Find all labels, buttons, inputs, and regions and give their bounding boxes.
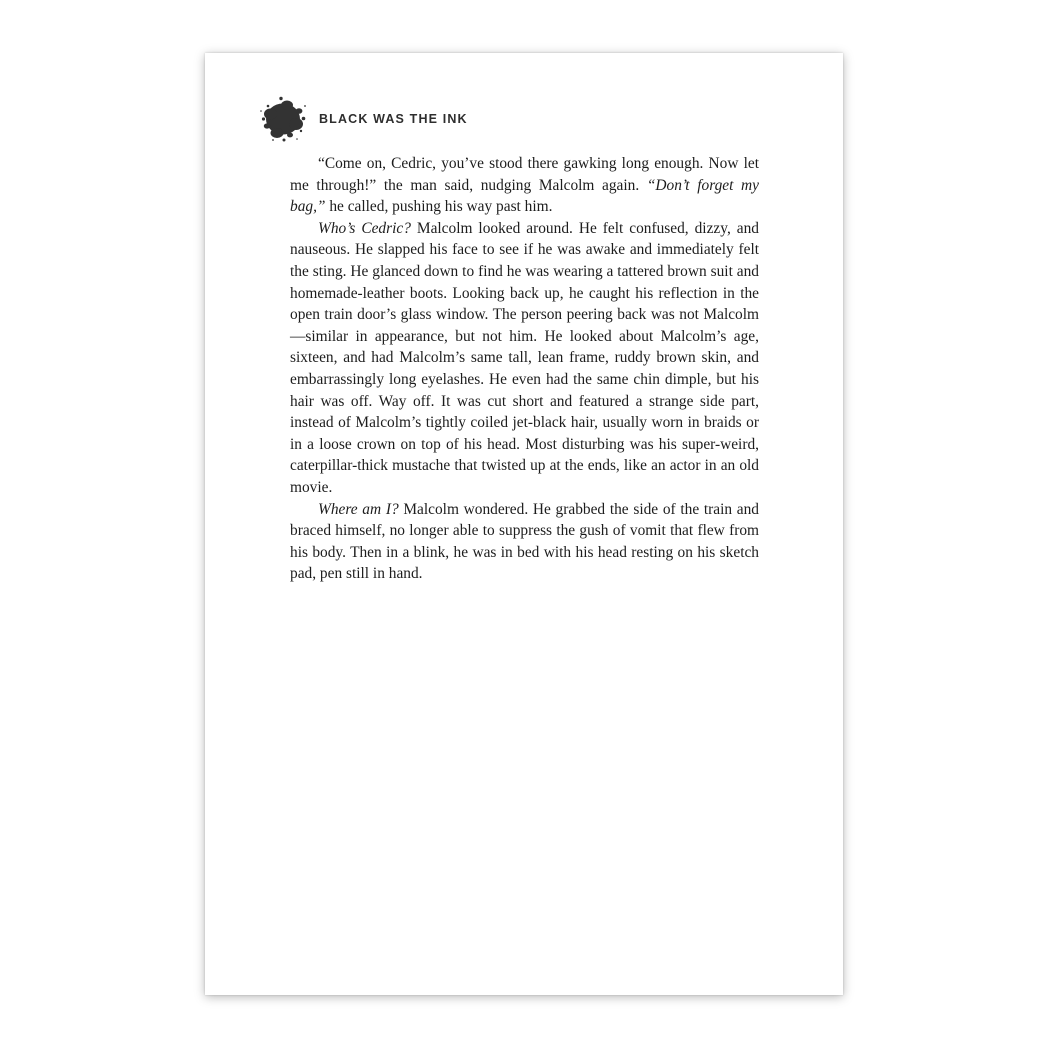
paragraph-3 [290, 499, 759, 585]
body-text-run: Malcolm looked around. He felt confused, dizzy, and nauseous. He slapped his face to see if he was awake and immediately felt the sting. He glanced down to find he was wearing a tattered brown suit and homemade-leather boots. Looking back up, he caught his reflection in the open train door’s glass window. The person peering back was not Malcolm—similar in appearance, but not him. He looked about Malcolm’s age, sixteen, and had Malcolm’s same tall, lean frame, ruddy brown skin, and embarrassingly long eyelashes. He even had the same chin dimple, but his hair was off. Way off. It was cut short and featured a strange side part, instead of Malcolm’s tightly coiled jet-black hair, usually worn in braids or in a loose crown on top of his head. Most disturbing was his super-weird, caterpillar-thick mustache that twisted up at the ends, like an actor in an old movie. [290, 219, 759, 496]
body-text-run: Malcolm wondered. He grabbed the side of the train and braced himself, no longer able to suppress the gush of vomit that flew from his body. Then in a blink, he was in bed with his head resting on his sketch pad, pen still in hand. [290, 500, 760, 583]
paragraph-2 [290, 218, 759, 499]
body-text-run: “Come on, Cedric, you’ve stood there gawking long enough. Now let me through!” the man said, nudging Malcolm again. [290, 155, 759, 194]
ink-blot-icon [257, 93, 309, 145]
emphasis-text: Who’s Cedric? [318, 219, 411, 237]
page-content [205, 53, 843, 995]
running-head [257, 93, 468, 145]
paragraph-1 [290, 153, 759, 218]
running-head-title: BLACK WAS THE INK [319, 112, 468, 126]
emphasis-text: Where am I? [318, 500, 399, 518]
page-body-text [290, 153, 759, 585]
book-page [205, 53, 843, 995]
body-text-run: he called, pushing his way past him. [325, 198, 553, 216]
emphasis-text: “Don’t forget my bag,” [290, 176, 759, 216]
